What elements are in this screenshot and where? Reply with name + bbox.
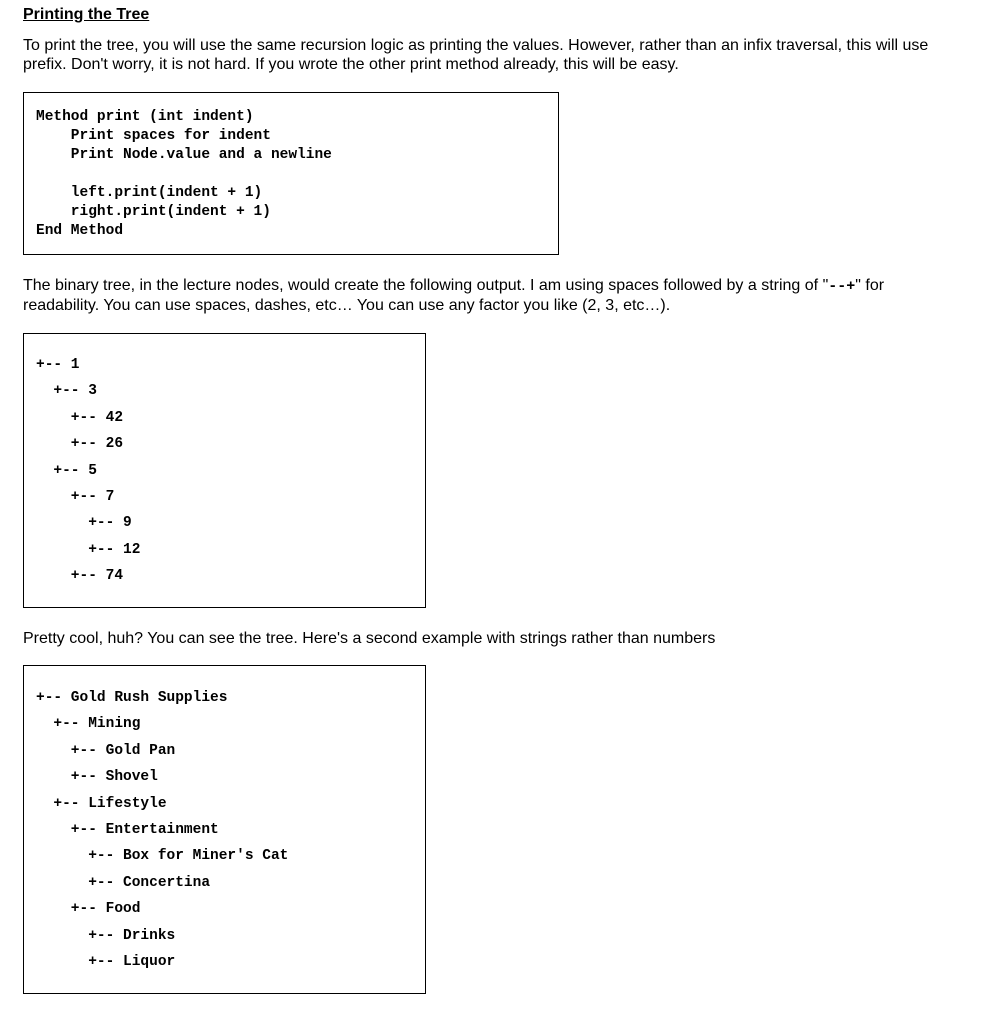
tree-line: +-- Gold Rush Supplies [36, 690, 228, 706]
code-line: End Method [36, 223, 124, 239]
code-line: left.print(indent + 1) [36, 185, 263, 201]
tree-line: +-- Shovel [36, 769, 158, 786]
tree-line: +-- 3 [36, 383, 97, 400]
explanation-text: The binary tree, in the lecture nodes, would create the following output. I am using spaces followed by a string of " [23, 277, 829, 294]
code-line [36, 165, 332, 184]
transition-paragraph: Pretty cool, huh? You can see the tree. Here's a second example with strings rather than numbers [23, 630, 716, 647]
explanation-paragraph [23, 276, 963, 315]
tree-line: +-- 7 [36, 488, 115, 505]
intro-paragraph: To print the tree, you will use the same recursion logic as printing the values. However, rather than an infix traversal, this will use prefix. Don't worry, it is not hard. If you wrote the other print method already, this will be easy. [23, 37, 929, 73]
tree-line: +-- Liquor [36, 953, 176, 970]
tree-line: +-- 1 [36, 357, 80, 373]
tree-line: +-- 26 [36, 436, 124, 453]
tree-line: +-- Drinks [36, 927, 176, 944]
tree-line: +-- 74 [36, 568, 124, 585]
string-tree-box [23, 665, 426, 994]
tree-line: +-- 5 [36, 462, 97, 479]
tree-line: +-- 12 [36, 541, 141, 558]
code-line: Print spaces for indent [36, 128, 271, 144]
code-line: Method print (int indent) [36, 109, 254, 125]
pseudocode-box [23, 92, 559, 255]
number-tree-box [23, 333, 426, 608]
tree-line: +-- Entertainment [36, 821, 219, 838]
tree-line: +-- Gold Pan [36, 742, 176, 759]
code-line: right.print(indent + 1) [36, 204, 271, 220]
tree-line: +-- Box for Miner's Cat [36, 848, 289, 865]
tree-line: +-- Concertina [36, 874, 211, 891]
tree-line: +-- Mining [36, 716, 141, 733]
tree-line: +-- Food [36, 901, 141, 918]
explanation-text: " for readability. You can use spaces, dashes, etc… You can use any factor you like (2, 3, etc…). [23, 277, 885, 314]
tree-line: +-- Lifestyle [36, 795, 167, 812]
code-line: Print Node.value and a newline [36, 147, 332, 163]
tree-line: +-- 42 [36, 409, 124, 426]
page-title: Printing the Tree [23, 6, 150, 23]
explanation-code: --+ [828, 278, 856, 295]
tree-line: +-- 9 [36, 515, 132, 532]
